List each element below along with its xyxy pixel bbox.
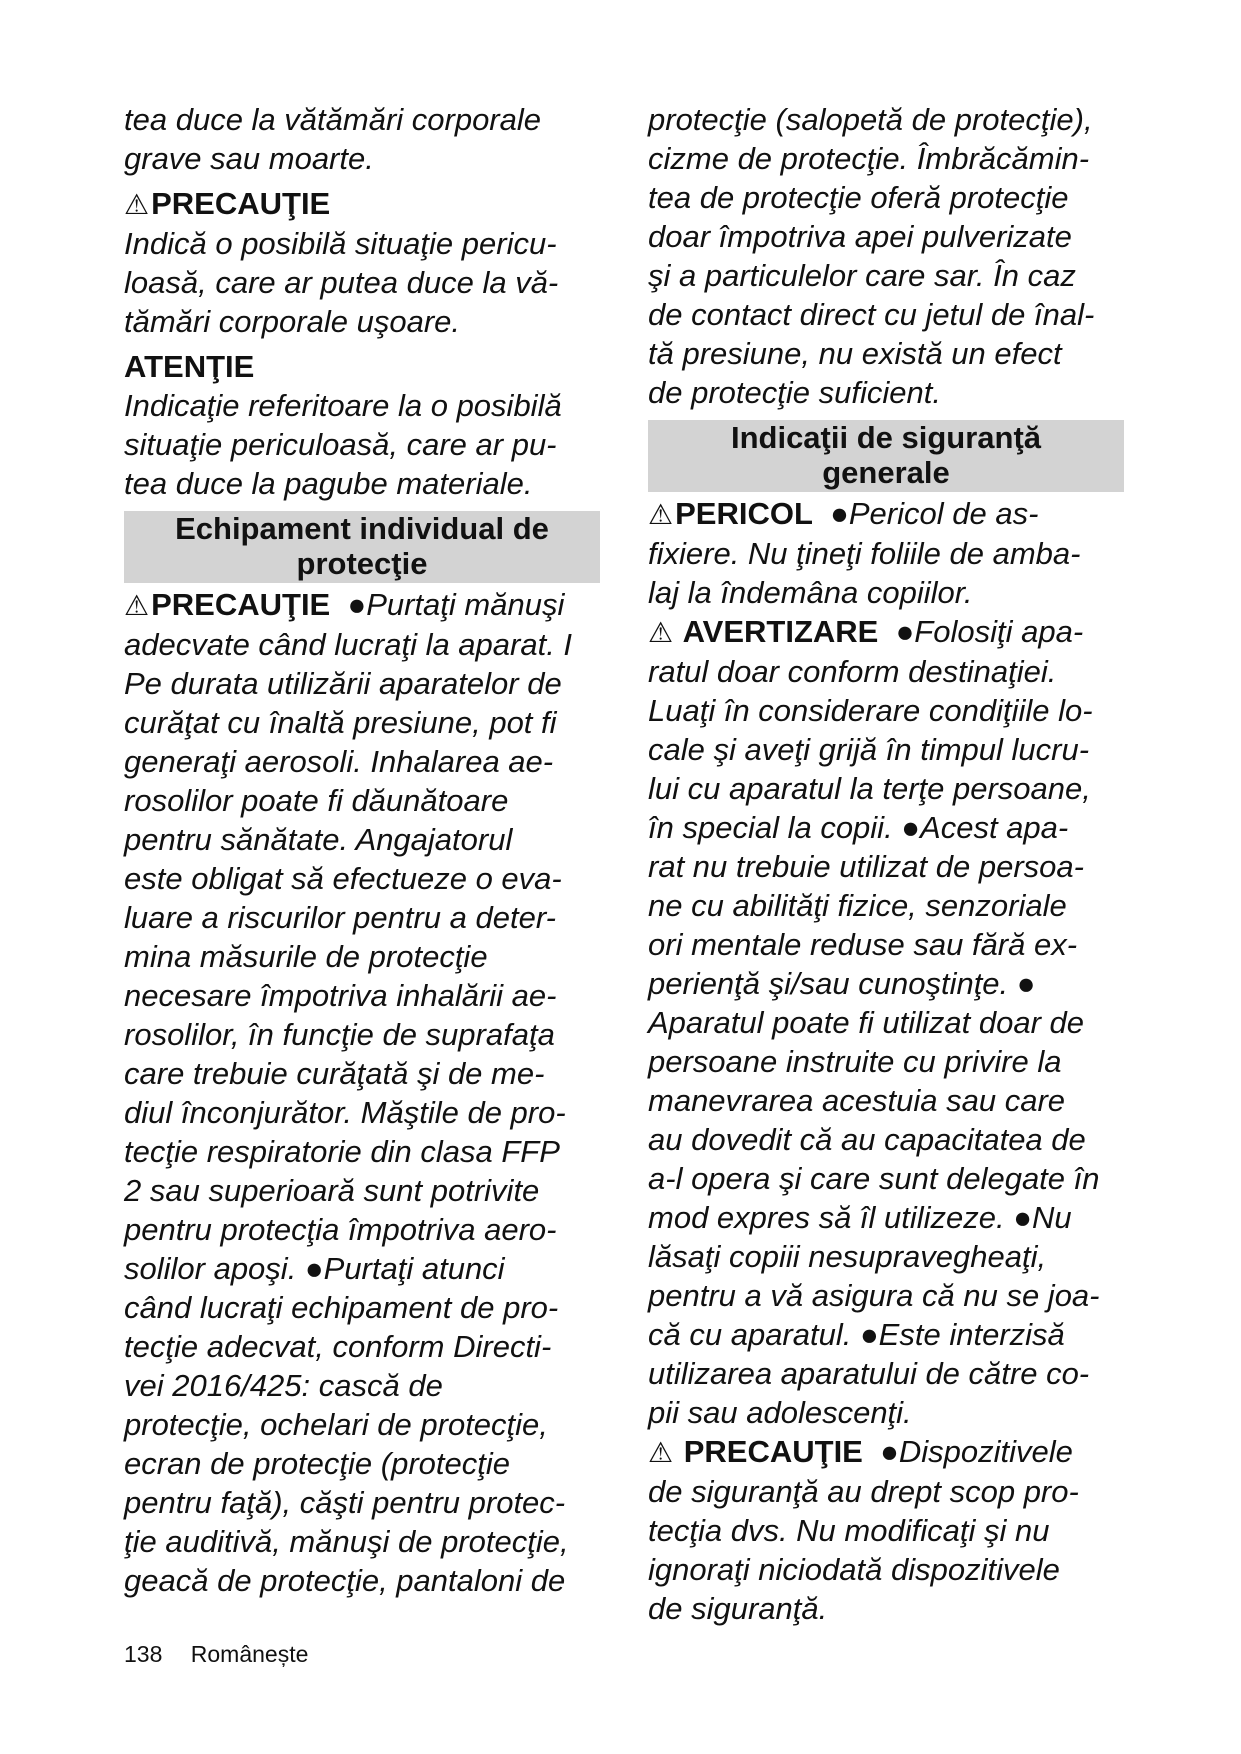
text-line: ne cu abilităţi fizice, senzoriale [648, 888, 1067, 923]
text-line: generale [822, 455, 950, 490]
atentie-text [124, 386, 600, 503]
left-column [124, 100, 600, 1600]
text-line: Indicaţie referitoare la o posibilă [124, 388, 562, 423]
text-line: loasă, care ar putea duce la vă- [124, 265, 559, 300]
text-line: adecvate când lucraţi la aparat. I [124, 627, 573, 662]
warning-triangle-icon: ⚠ [648, 1437, 674, 1468]
intro-text [124, 100, 600, 178]
atentie-heading: ATENŢIE [124, 349, 255, 384]
text-line: pentru sănătate. Angajatorul [124, 822, 513, 857]
warning-triangle-icon: ⚠ [124, 590, 150, 621]
text-line: de siguranţă au drept scop pro- [648, 1474, 1079, 1509]
text-line: Aparatul poate fi utilizat doar de [648, 1005, 1084, 1040]
text-line: generaţi aerosoli. Inhalarea ae- [124, 744, 554, 779]
precautie-label: ⚠ PRECAUŢIE [648, 1434, 863, 1469]
text-line: mina măsurile de protecţie [124, 939, 488, 974]
text-line: de siguranţă. [648, 1591, 828, 1626]
warning-triangle-icon: ⚠ [648, 617, 674, 648]
text-line: Luaţi în considerare condiţiile lo- [648, 693, 1093, 728]
text-line: rat nu trebuie utilizat de persoa- [648, 849, 1084, 884]
text-line: este obligat să efectueze o eva- [124, 861, 562, 896]
text-line: pentru faţă), căşti pentru protec- [124, 1485, 566, 1520]
text-line: grave sau moarte. [124, 141, 374, 176]
text-line: ecran de protecţie (protecţie [124, 1446, 510, 1481]
text-line: luare a riscurilor pentru a deter- [124, 900, 556, 935]
text-line: necesare împotriva inhalării ae- [124, 978, 557, 1013]
text-line: doar împotriva apei pulverizate [648, 219, 1072, 254]
text-line: diul înconjurător. Măştile de pro- [124, 1095, 566, 1130]
section-title-ppe [124, 511, 600, 583]
ppe-precautie-label: ⚠PRECAUŢIE [124, 587, 331, 622]
text-line: manevrarea acestuia sau care [648, 1083, 1066, 1118]
section-title-general-safety [648, 420, 1124, 492]
page-number: 138 [124, 1641, 163, 1667]
text-line: situaţie periculoasă, care ar pu- [124, 427, 557, 462]
text-line: persoane instruite cu privire la [648, 1044, 1062, 1079]
text-line: protecţie [296, 546, 428, 581]
ppe-continued-text [648, 100, 1124, 412]
text-line: tecţie respiratorie din clasa FFP [124, 1134, 560, 1169]
right-column [648, 100, 1124, 1628]
text-line: tea duce la vătămări corporale [124, 102, 542, 137]
text-line: ori mentale reduse sau fără ex- [648, 927, 1078, 962]
text-line: Echipament individual de [175, 511, 549, 546]
text-line: ratul doar conform destinaţiei. [648, 654, 1057, 689]
text-line: că cu aparatul. ●Este interzisă [648, 1317, 1065, 1352]
text-line: tea duce la pagube materiale. [124, 466, 533, 501]
language-label: Românește [190, 1641, 309, 1667]
text-line: tecţia dvs. Nu modificaţi şi nu [648, 1513, 1050, 1548]
text-line: pentru a vă asigura că nu se joa- [648, 1278, 1100, 1313]
text-line: laj la îndemâna copiilor. [648, 575, 973, 610]
text-line: curăţat cu înaltă presiune, pot fi [124, 705, 557, 740]
text-line: protecţie (salopetă de protecţie), [648, 102, 1093, 137]
text-line: Indicaţii de siguranţă [730, 420, 1042, 455]
text-line: a-l opera şi care sunt delegate în [648, 1161, 1100, 1196]
text-line: tea de protecţie oferă protecţie [648, 180, 1069, 215]
text-line: cale şi aveţi grijă în timpul lucru- [648, 732, 1090, 767]
text-line: lui cu aparatul la terţe persoane, [648, 771, 1091, 806]
avertizare-text: ⚠ AVERTIZARE ●Folosiţi apa- ratul doar conform destinaţiei. Luaţi în considerare condiţiile lo- cale şi aveţi grijă în timpul lucru- lui cu aparatul la terţe persoane, în special la copii. ●Acest apa- rat nu trebuie utilizat de persoa- ne cu abilităţi fizice, senzoriale ori mentale reduse sau fără ex- perienţă şi/sau cunoştinţe. ● Aparatul poate fi utilizat doar de persoane instruite cu privire la manevrarea acestuia sau care au dovedit că au capacitatea de a-l opera şi care sunt delegate în mod expres să îl utilizeze. ●Nu lăsaţi copiii nesupravegheaţi, pentru a vă asigura că nu se joa- că cu aparatul. ●Este interzisă utilizarea aparatului de către co- pii sau adolescenţi. [648, 612, 1124, 1432]
text-line: când lucraţi echipament de pro- [124, 1290, 559, 1325]
precautie-heading: ⚠PRECAUŢIE [124, 186, 331, 221]
text-line: Indică o posibilă situaţie pericu- [124, 226, 557, 261]
avertizare-label: ⚠ AVERTIZARE [648, 614, 879, 649]
pericol-label: ⚠PERICOL [648, 496, 813, 531]
text-line: de protecţie suficient. [648, 375, 941, 410]
text-line: de contact direct cu jetul de înal- [648, 297, 1095, 332]
text-line: în special la copii. ●Acest apa- [648, 810, 1069, 845]
text-line: rosolilor, în funcţie de suprafaţa [124, 1017, 555, 1052]
text-line: tămări corporale uşoare. [124, 304, 460, 339]
text-line: pii sau adolescenţi. [648, 1395, 912, 1430]
text-line: cizme de protecţie. Îmbrăcămin- [648, 141, 1090, 176]
text-line: fixiere. Nu ţineţi foliile de amba- [648, 536, 1081, 571]
text-line: au dovedit că au capacitatea de [648, 1122, 1086, 1157]
warning-triangle-icon: ⚠ [648, 499, 674, 530]
text-line: tecţie adecvat, conform Directi- [124, 1329, 552, 1364]
precautie-text [124, 224, 600, 341]
pericol-text: ⚠PERICOL ●Pericol de as- fixiere. Nu ţineţi foliile de amba- laj la îndemâna copiilor. [648, 494, 1124, 612]
precautie-devices-text: ⚠ PRECAUŢIE ●Dispozitivele de siguranţă au drept scop pro- tecţia dvs. Nu modificaţi şi nu ignoraţi niciodată dispozitivele de siguranţă. [648, 1432, 1124, 1628]
text-line: pentru protecţia împotriva aero- [124, 1212, 557, 1247]
ppe-text: ⚠PRECAUŢIE ●Purtaţi mănuşi adecvate când lucraţi la aparat. I Pe durata utilizării aparatelor de curăţat cu înaltă presiune, pot fi generaţi aerosoli. Inhalarea ae- rosolilor poate fi dăunătoare pentru sănătate. Angajatorul este obligat să efectueze o eva- luare a riscurilor pentru a deter- mina măsurile de protecţie necesare împotriva inhalării ae- rosolilor, în funcţie de suprafaţa care trebuie curăţată şi de me- diul înconjurător. Măştile de pro- tecţie respiratorie din clasa FFP 2 sau superioară sunt potrivite pentru protecţia împotriva aero- solilor apoşi. ●Purtaţi atunci când lucraţi echipament de pro- tecţie adecvat, conform Directi- vei 2016/425: cască de protecţie, ochelari de protecţie, ecran de protecţie (protecţie pentru faţă), căşti pentru protec- ţie auditivă, mănuşi de protecţie, geacă de protecţie, pantaloni de [124, 585, 600, 1600]
text-line: ţie auditivă, mănuşi de protecţie, [124, 1524, 569, 1559]
text-line: ignoraţi niciodată dispozitivele [648, 1552, 1060, 1587]
warning-triangle-icon: ⚠ [124, 189, 150, 220]
text-line: vei 2016/425: cască de [124, 1368, 443, 1403]
text-line: solilor apoşi. ●Purtaţi atunci [124, 1251, 505, 1286]
text-line: geacă de protecţie, pantaloni de [124, 1563, 566, 1598]
text-line: care trebuie curăţată şi de me- [124, 1056, 545, 1091]
text-line: utilizarea aparatului de către co- [648, 1356, 1090, 1391]
text-line: şi a particulelor care sar. În caz [648, 258, 1076, 293]
text-line: protecţie, ochelari de protecţie, [124, 1407, 548, 1442]
text-line: lăsaţi copiii nesupravegheaţi, [648, 1239, 1047, 1274]
text-line: 2 sau superioară sunt potrivite [124, 1173, 540, 1208]
text-line: tă presiune, nu există un efect [648, 336, 1062, 371]
text-line: Pe durata utilizării aparatelor de [124, 666, 562, 701]
text-line: rosolilor poate fi dăunătoare [124, 783, 509, 818]
page-footer [124, 1641, 308, 1668]
text-line: perienţă şi/sau cunoştinţe. ● [648, 966, 1036, 1001]
text-line: mod expres să îl utilizeze. ●Nu [648, 1200, 1072, 1235]
